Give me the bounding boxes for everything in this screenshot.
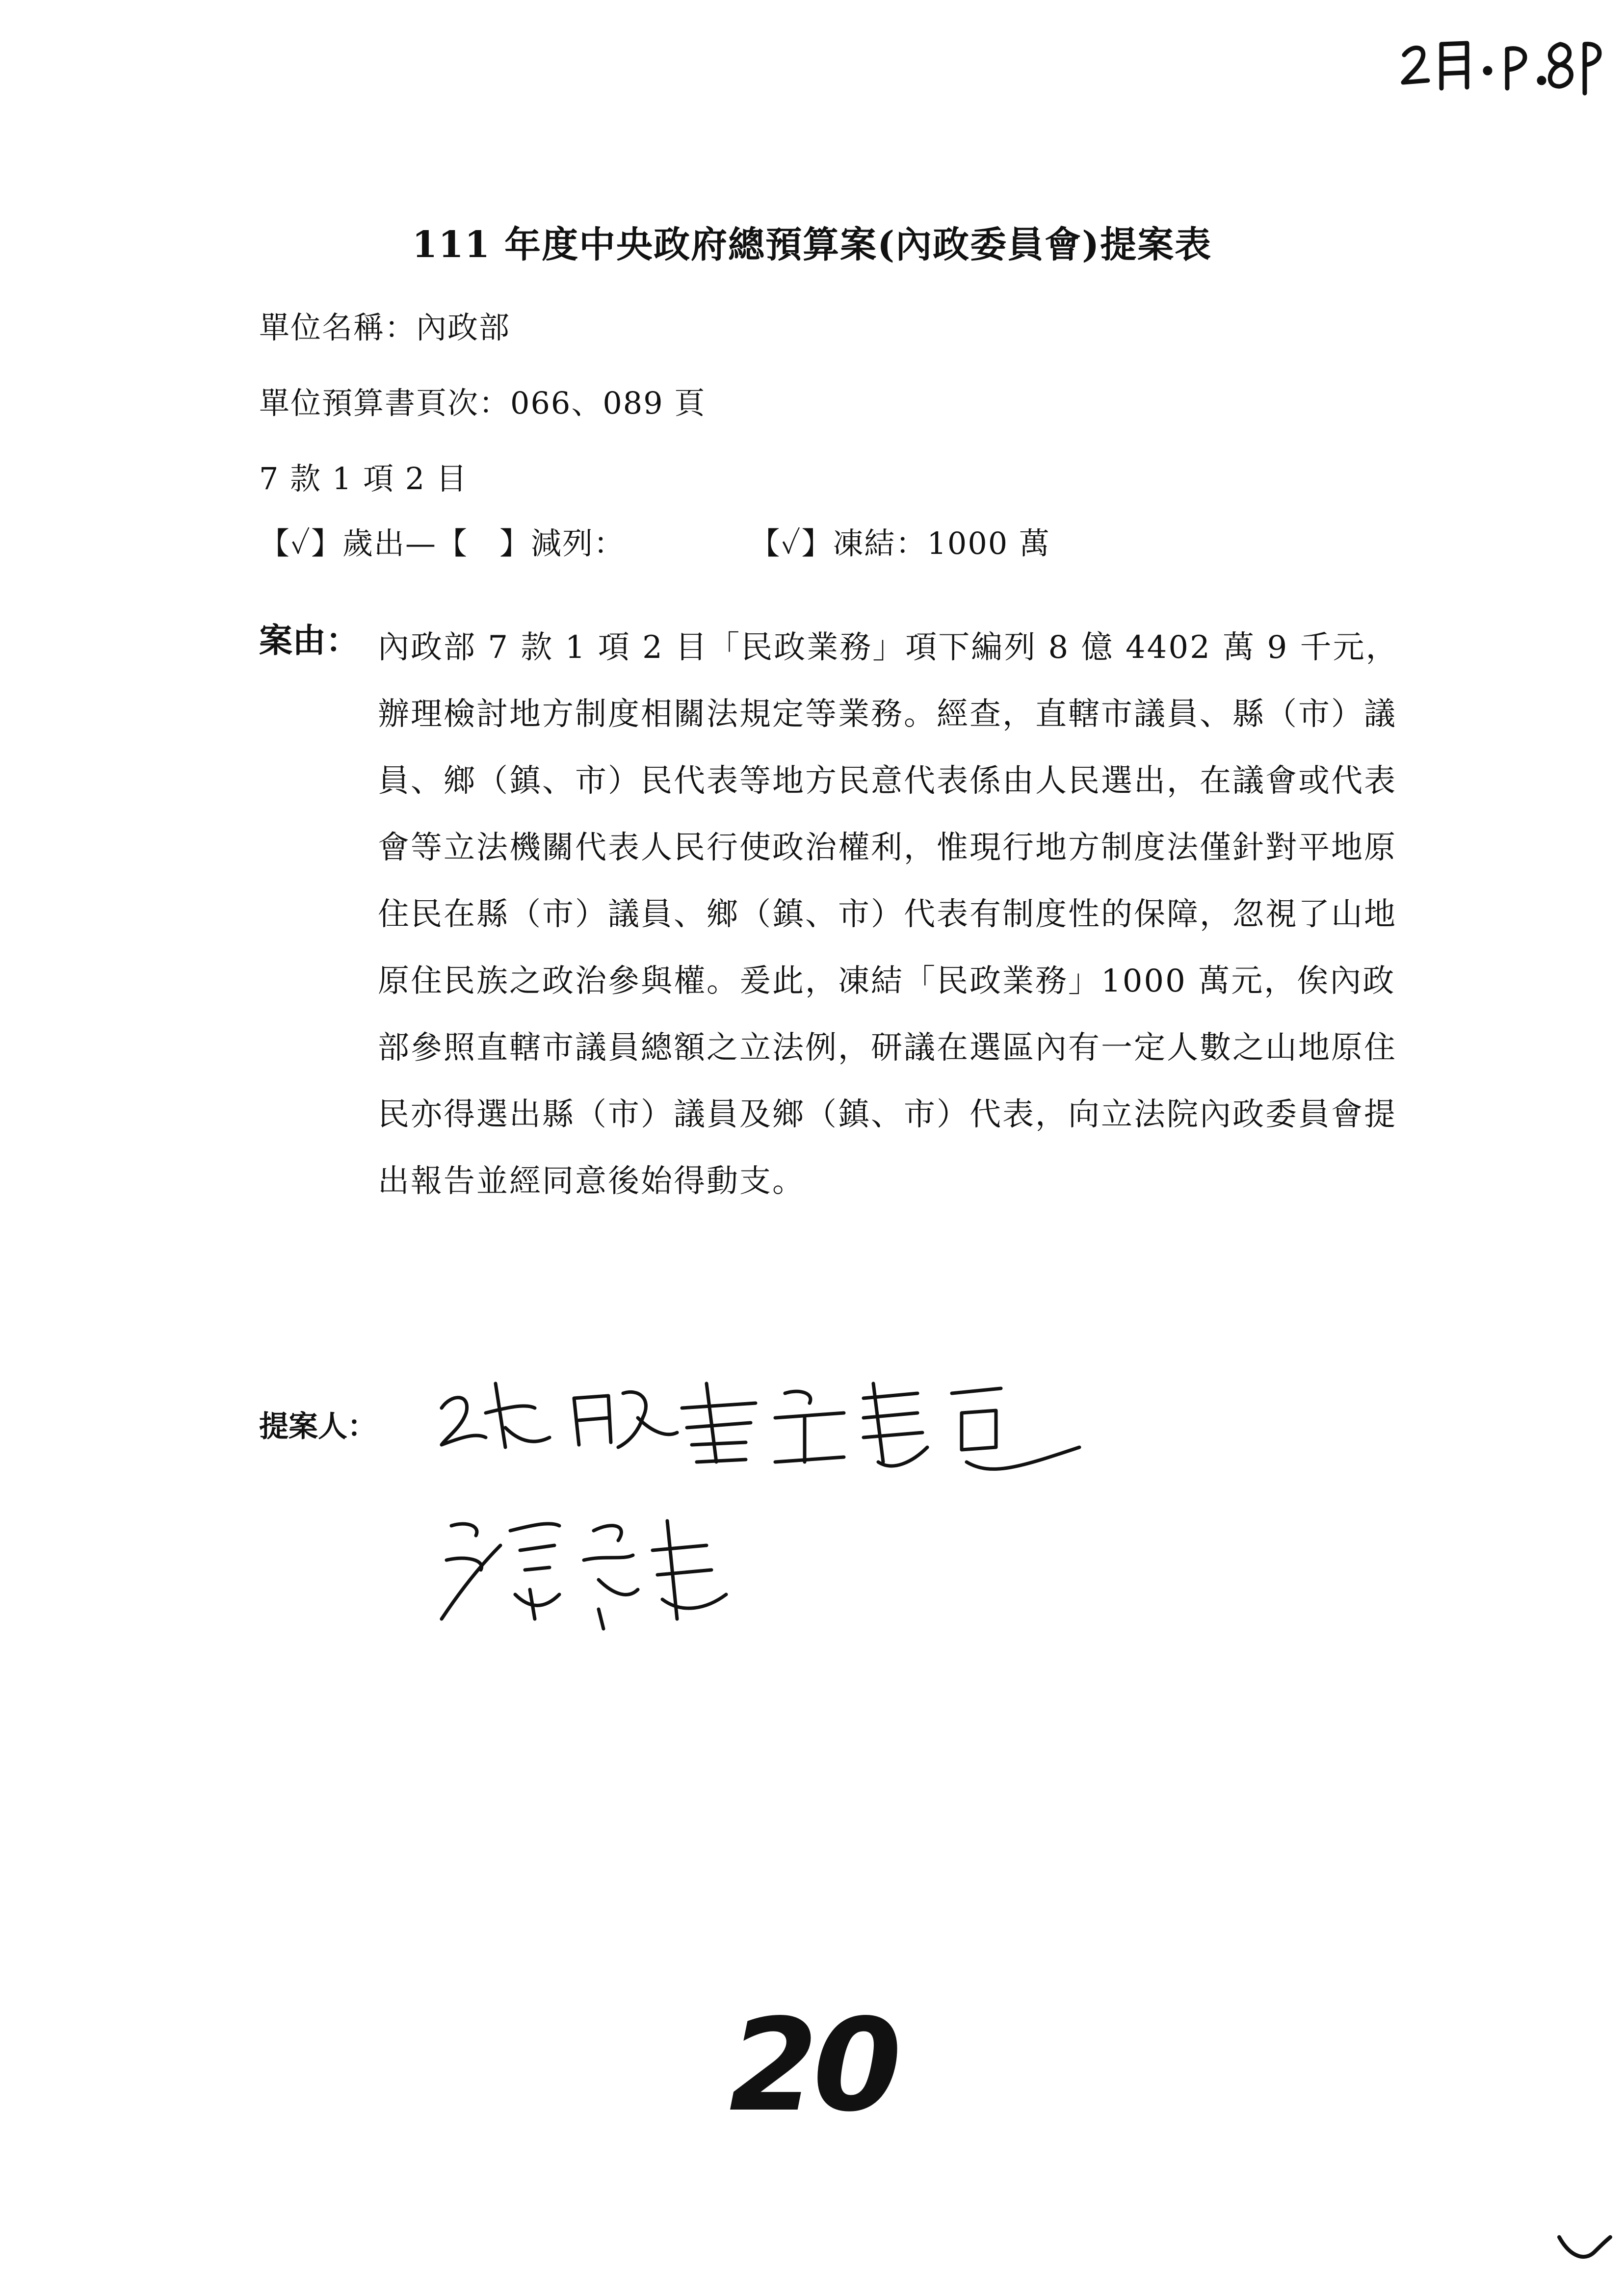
reason-label: 案由：: [259, 621, 360, 660]
handwritten-page-number: [726, 1992, 932, 2140]
handwritten-signatures: [432, 1364, 1119, 1639]
freeze-option: 【✓】凍結：1000 萬: [749, 525, 1050, 561]
unit-name: 單位名稱：內政部: [259, 310, 511, 345]
options-line: [259, 519, 1050, 563]
expenditure-option: 【✓】歲出—【 】減列：: [259, 525, 625, 561]
proposer-label: 提案人：: [259, 1409, 377, 1444]
budget-item: 7 款 1 項 2 目: [259, 461, 468, 496]
budget-pages: 單位預算書頁次：066、089 頁: [259, 385, 706, 421]
page-number: 20: [729, 1992, 897, 2140]
corner-handwritten-annotation: [1398, 29, 1604, 108]
reason-text: 內政部 7 款 1 項 2 目「民政業務」項下編列 8 億 4402 萬 9 千元，辦理檢討地方制度相關法規定等業務。經查，直轄市議員、縣（市）議員、鄉（鎮、市）民代表等地方民意代表係由人民選出，在議會或代表會等立法機關代表人民行使政治權利，惟現行地方制度法僅針對平地原住民在縣（市）議員、鄉（鎮、市）代表有制度性的保障，忽視了山地原住民族之政治參與權。爰此，凍結「民政業務」1000 萬元，俟內政部參照直轄市議員總額之立法例，研議在選區內有一定人數之山地原住民亦得選出縣（市）議員及鄉（鎮、市）代表，向立法院內政委員會提出報告並經同意後始得動支。: [378, 629, 1399, 1200]
corner-check-mark: [1555, 2218, 1614, 2267]
form-title: 111 年度中央政府總預算案(內政委員會)提案表: [412, 224, 1212, 266]
